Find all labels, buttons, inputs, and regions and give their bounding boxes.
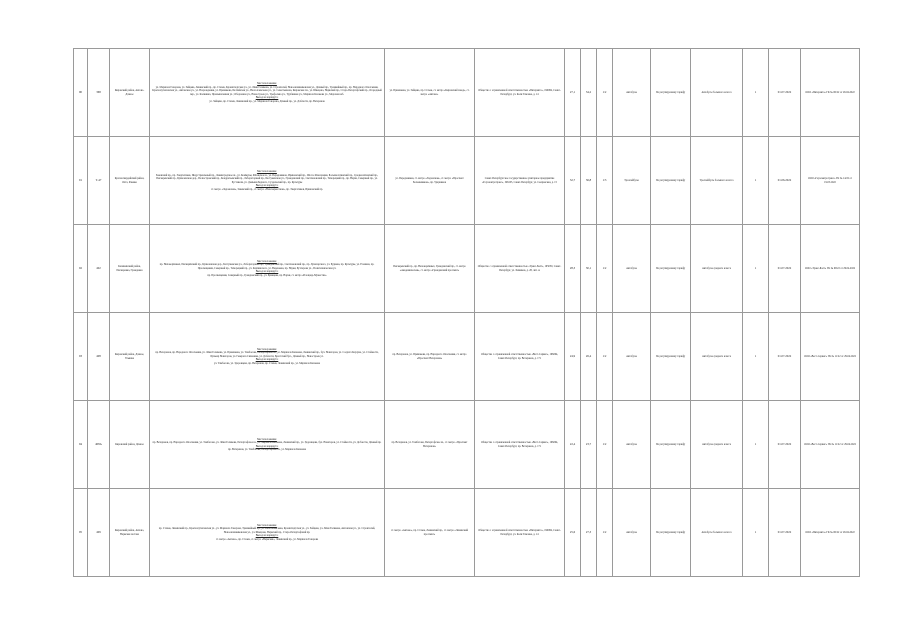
vehicle-qty: 1 <box>743 225 769 313</box>
route-district: Кировский район, Дачное <box>110 401 150 489</box>
route-count: 1/2 <box>597 489 613 577</box>
start-date: 01.07.2022 <box>769 49 801 137</box>
row-number: 90 <box>74 49 88 137</box>
transport-type: Автобусы <box>613 489 651 577</box>
route-count: 1/2 <box>597 401 613 489</box>
route-district: Кировский район, Автово-Дачное <box>110 49 150 137</box>
desc-text: пр. Ветеранов, пр. Народного Ополчения, ул. Тамбасова, ул. Лёни Голикова, Петергофское ш., ул. Маршала Казакова, Ленинский пр., ул. Здоровцева, бул. Новаторов, ул. Стойкости, ул. Доблести, Дачный пр. <box>152 441 382 444</box>
table-row <box>74 401 860 489</box>
transport-type: Автобусы <box>613 313 651 401</box>
desc2-title: Выход из маршрута: <box>255 270 279 274</box>
vehicle-qty: 1 <box>743 401 769 489</box>
contract-info: ООО «Питеравто» ГК № 06/22 от 26.04.2022 <box>801 49 860 137</box>
route-count: 1/2 <box>597 225 613 313</box>
table-row <box>74 137 860 225</box>
route-length-back: 30,1 <box>581 225 597 313</box>
route-length-forward: 27,1 <box>565 49 581 137</box>
desc2-text: ст. метро «Ладожская», Заневский пр., ст. метро «Новочеркасская», пр. Энергетиков, Ириновский пр. <box>211 187 323 191</box>
row-number: 93 <box>74 313 88 401</box>
route-carrier: Общество с ограниченной ответственностью «Вест-Сервис», 198264, Санкт-Петербург, пр. Ветеранов, д. 171 <box>475 401 565 489</box>
transport-type: Троллейбусы <box>613 137 651 225</box>
desc-title: Местоположение: <box>257 437 277 441</box>
transport-type: Автобусы <box>613 49 651 137</box>
tariff-type: По регулируемому тарифу <box>651 225 691 313</box>
tariff-type: По регулируемому тарифу <box>651 313 691 401</box>
desc2-text: пр. Просвещения, Северный пр., Гражданский пр., ул. Брянцева, пр. Науки, ст. метро «Площадь Мужества» <box>207 273 327 277</box>
route-stops: пр. Ветеранов, ул. Тамбасова, Петергофское ш., ст. метро «Проспект Ветеранов» <box>385 401 475 489</box>
route-id: Т-47 <box>88 137 110 225</box>
desc2-title: Выход из маршрута: <box>255 534 279 538</box>
vehicle-class: Автобусы большого класса <box>691 489 743 577</box>
route-stops: ул. Передовиков, ст. метро «Ладожская», ст. метро «Проспект Большевиков», пр. Ударников <box>385 137 475 225</box>
desc-text: Заневский пр., пр. Энергетиков, Индустриальный пр., Ленинградское ш., ул. Коммуны, Рябовское ш., ул. Передовиков, Ириновский пр., Шоссе Революции, Большеохтинский пр., Среднеохтинский пр., Пискаревский пр., Кушелевская дор., Полюстровский пр., Кондратьевский пр., Лабораторный пр., Бестужевская ул., Гражданский пр., Светлановский пр., Тихорецкий пр., пр. Науки, Северный пр., ул. Руставели, ул. Демьяна Бедного, Суздальский пр., пр. Культуры <box>155 173 379 184</box>
tariff-type: По регулируемому тарифу <box>651 137 691 225</box>
desc-text: ул. Маршала Говорова, ул. Зайцева, Ленинский пр., пр. Стачек, Кронштадтская ул., ул. Лёни Голикова, ул. Строителей, Новоовсянниковская ул., Дачный пр., Трамвайный пр., пр. Народного Ополчения, Краснопутиловская ул., Автовская ул., ул. Возрождения, ул. Примакова, Балтийская ул., Васи Алексеева ул., ул. Севастьянова, Кировская пл., ул. Швецова, Нарвский пр., Старо-Петергофский пр., Огородный пер., ул. Калинина, Промышленная ул.; Оборонная ул., Новостроек ул., Трефолева ул., Турбинная ул., Маршала Казакова ул., Морская наб. <box>152 85 382 96</box>
route-length-back: 36,8 <box>581 137 597 225</box>
route-description <box>150 49 385 137</box>
row-number: 95 <box>74 489 88 577</box>
table-row <box>74 225 860 313</box>
document-page <box>73 48 859 577</box>
transport-type: Автобусы <box>613 401 651 489</box>
row-number: 94 <box>74 401 88 489</box>
table-row <box>74 489 860 577</box>
route-district: Кировский район, Дачное, Ульянка <box>110 313 150 401</box>
desc2-text: ст. метро «Автово», пр. Стачек, ст. метро «Нарвская», Ленинский пр., ул. Маршала Говорова <box>215 537 319 541</box>
desc2-text: ул. Зайцева, пр. Стачек, Ленинский пр., ул. Маршала Говорова, Дачный пр., ул. Доблести, пр. Ветеранов <box>209 99 325 103</box>
route-description <box>150 137 385 225</box>
route-id: 408А <box>88 401 110 489</box>
route-stops: ст. метро «Автово», пр. Стачек, Ленинский пр., ст. метро «Ленинский проспект» <box>385 489 475 577</box>
row-number: 92 <box>74 225 88 313</box>
start-date: 01.06.2022 <box>769 137 801 225</box>
route-district: Калининский район, Пискаревка, Гражданка <box>110 225 150 313</box>
route-id: 402 <box>88 225 110 313</box>
route-length-forward: 22,4 <box>565 401 581 489</box>
route-count: 1/3 <box>597 137 613 225</box>
route-length-forward: 25,6 <box>565 489 581 577</box>
desc-title: Местоположение: <box>257 347 277 351</box>
start-date: 01.07.2022 <box>769 489 801 577</box>
vehicle-class: Автобусы среднего класса <box>691 401 743 489</box>
tariff-type: По регулируемому тарифу <box>651 489 691 577</box>
desc-text: пр. Стачек, Ленинский пр., Краснопутиловская ул., ул. Маршала Говорова, Трамвайный пр., ул. Васи Алексеева, Кронштадтская ул., ул. Зайцева, ул. Лёни Голикова, Автовская ул., ул. Строителей, Новоовсянниковская ул., ул. Швецова, Нарвский пр., Старо-Петергофский пр. <box>158 527 376 534</box>
route-length-back: 26,4 <box>581 313 597 401</box>
transport-type: Автобусы <box>613 225 651 313</box>
vehicle-class: Автобусы большого класса <box>691 49 743 137</box>
route-id: 408 <box>88 313 110 401</box>
start-date: 01.07.2022 <box>769 313 801 401</box>
vehicle-class: Автобусы среднего класса <box>691 313 743 401</box>
contract-info: ООО «Вест-Сервис» ГК № 11/22 от 29.04.2022 <box>801 313 860 401</box>
route-stops: ул. Примакова, ул. Зайцева, пр. Стачек, ст. метро «Кировский завод», ст. метро «Автово» <box>385 49 475 137</box>
desc2-title: Выход из маршрута: <box>255 184 279 187</box>
desc2-text: пр. Ветеранов, ул. Тамбасова, Петергофское ш., ул. Маршала Казакова <box>228 448 306 451</box>
route-carrier: Санкт-Петербургское государственное унитарное предприятие «Горэлектротранс», 196105, Санкт-Петербург, ул. Сызранская, д. 15 <box>475 137 565 225</box>
vehicle-qty: 1 <box>743 49 769 137</box>
desc-title: Местоположение: <box>257 523 277 527</box>
route-description <box>150 489 385 577</box>
vehicle-qty: 1 <box>743 137 769 225</box>
routes-table <box>73 48 860 577</box>
route-count: 1/2 <box>597 49 613 137</box>
route-length-forward: 24,9 <box>565 313 581 401</box>
route-description <box>150 401 385 489</box>
route-length-back: 27,3 <box>581 489 597 577</box>
route-id: 368 <box>88 49 110 137</box>
row-number: 91 <box>74 137 88 225</box>
table-row <box>74 49 860 137</box>
desc2-title: Выход из маршрута: <box>255 444 279 448</box>
start-date: 01.07.2022 <box>769 401 801 489</box>
route-length-back: 34,2 <box>581 49 597 137</box>
desc2-title: Выход из маршрута: <box>255 96 279 99</box>
route-description <box>150 225 385 313</box>
desc-text: пр. Непокорённых, Пискарёвский пр., Кушелевская дор., Бестужевская ул., Лабораторный пр., Гражданский пр., Светлановский пр., пр. Луначарского, ул. Руднева, пр. Культуры, ул. Есенина, пр. Просвещения, Северный пр., Тихорецкий пр., ул. Карпинского, ул. Веденеева, пр. Науки, Бутлерова ул., Политехническая ул. <box>159 263 375 270</box>
desc-text: пр. Ветеранов, пр. Народного Ополчения, ул. Лёни Голикова, ул. Примакова, ул. Тамбасова, Петергофское ш., ул. Маршала Казакова, Ленинский пр., бул. Новаторов, ул. Солдата Корзуна, ул. Стойкости, Бульвар Новаторов, ул. Генерала Симоняка, ул. Доблести, Брестский бул., Дачный пр., Новостроек ул. <box>155 351 379 358</box>
vehicle-qty: 1 <box>743 313 769 401</box>
contract-info: ООО «Вест-Сервис» ГК № 11/22 от 29.04.2022 <box>801 401 860 489</box>
tariff-type: По регулируемому тарифу <box>651 49 691 137</box>
route-length-back: 23,7 <box>581 401 597 489</box>
start-date: 01.07.2022 <box>769 225 801 313</box>
desc2-title: Выход из маршрута: <box>255 358 279 362</box>
desc-title: Местоположение: <box>257 170 277 173</box>
vehicle-class: Троллейбусы большого класса <box>691 137 743 225</box>
desc2-text: ул. Тамбасова, ул. Здоровцева, пр. Ветеранов, пр. Стачек, Ленинский пр., ул. Маршала Казакова <box>213 361 321 365</box>
route-description <box>150 313 385 401</box>
contract-info: ООО «Горэлектротранс» ГК № 14/22 от 19.05.2022 <box>801 137 860 225</box>
vehicle-class: Автобусы среднего класса <box>691 225 743 313</box>
route-district: Кировский район, Автово, Нарвская застава <box>110 489 150 577</box>
route-length-forward: 32,7 <box>565 137 581 225</box>
contract-info: ООО «Питеравто» ГК № 06/22 от 26.04.2022 <box>801 489 860 577</box>
route-carrier: Общество с ограниченной ответственностью «Вест-Сервис», 198264, Санкт-Петербург, пр. Ветеранов, д. 171 <box>475 313 565 401</box>
desc-title: Местоположение: <box>257 82 277 85</box>
route-carrier: Общество с ограниченной ответственностью «Питеравто», 196084, Санкт-Петербург, ул. Коли Томчака, д. 14 <box>475 49 565 137</box>
route-count: 1/2 <box>597 313 613 401</box>
contract-info: ООО «Транс-Балт» ГК № 09/22 от 29.04.2022 <box>801 225 860 313</box>
vehicle-qty: 1 <box>743 489 769 577</box>
table-row <box>74 313 860 401</box>
route-carrier: Общество с ограниченной ответственностью «Питеравто», 196084, Санкт-Петербург, ул. Коли Томчака, д. 14 <box>475 489 565 577</box>
tariff-type: По регулируемому тарифу <box>651 401 691 489</box>
route-stops: Пискаревский пр., пр. Непокорённых, Гражданский пр., ст. метро «Академическая», ст. метро «Гражданский проспект» <box>385 225 475 313</box>
route-length-forward: 28,3 <box>565 225 581 313</box>
route-stops: пр. Ветеранов, ул. Примакова, пр. Народного Ополчения, ст. метро «Проспект Ветеранов» <box>385 313 475 401</box>
route-district: Красногвардейский район, Охта, Ржевка <box>110 137 150 225</box>
route-carrier: Общество с ограниченной ответственностью «Транс-Балт», 195030, Санкт-Петербург, ул. Химиков, д. 28, лит. А <box>475 225 565 313</box>
route-id: 409 <box>88 489 110 577</box>
desc-title: Местоположение: <box>257 259 277 263</box>
